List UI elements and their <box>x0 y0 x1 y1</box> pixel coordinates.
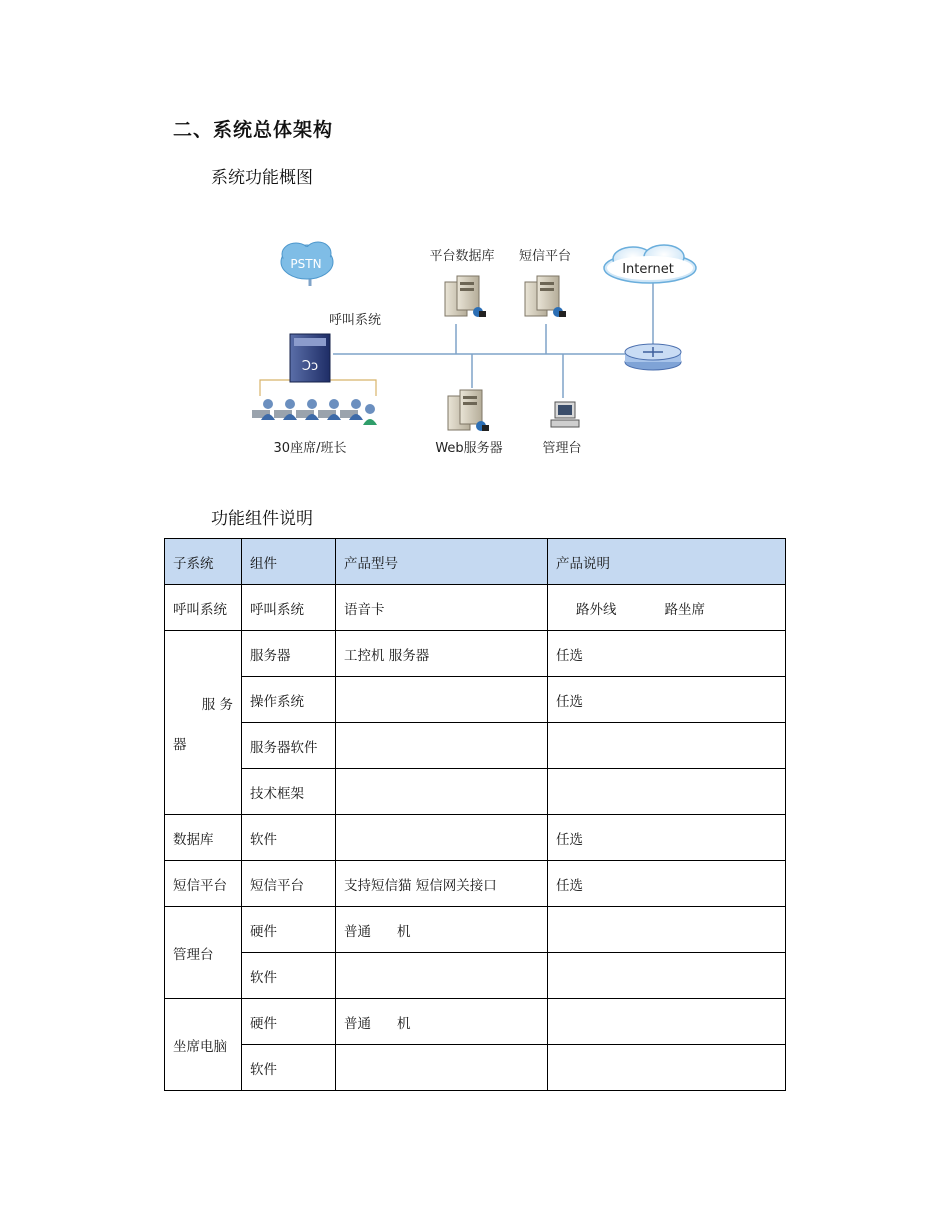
cell-component: 操作系统 <box>242 677 336 723</box>
cell-subsystem: 呼叫系统 <box>165 585 242 631</box>
cell-model: 语音卡 <box>336 585 548 631</box>
table-row <box>165 585 786 631</box>
sms-server-icon <box>525 276 566 317</box>
svg-text:Ͻↄ: Ͻↄ <box>301 359 319 374</box>
model-part1: 普通 <box>344 1015 371 1032</box>
table-row <box>165 631 786 677</box>
cell-description <box>548 1045 786 1091</box>
pstn-label: PSTN <box>290 257 322 271</box>
cell-model <box>336 907 548 953</box>
internet-label: Internet <box>622 262 674 277</box>
cell-model <box>336 815 548 861</box>
cell-component: 软件 <box>242 953 336 999</box>
cell-model <box>336 677 548 723</box>
component-table <box>164 538 786 1091</box>
header-subsystem: 子系统 <box>165 539 242 585</box>
cell-subsystem: 坐席电脑 <box>165 999 242 1091</box>
cell-component: 硬件 <box>242 907 336 953</box>
cell-model <box>336 999 548 1045</box>
table-row <box>165 723 786 769</box>
desc-seats: 路坐席 <box>664 601 705 618</box>
platform-db-server-icon <box>445 276 486 317</box>
cell-component: 服务器 <box>242 631 336 677</box>
table-row <box>165 1045 786 1091</box>
cell-model <box>336 723 548 769</box>
cell-subsystem <box>165 631 242 815</box>
sms-platform-label: 短信平台 <box>518 249 572 264</box>
cell-description: 任选 <box>548 677 786 723</box>
cell-component: 服务器软件 <box>242 723 336 769</box>
cell-description: 任选 <box>548 861 786 907</box>
cell-description: 任选 <box>548 815 786 861</box>
cell-component: 软件 <box>242 1045 336 1091</box>
web-server-icon <box>448 390 489 431</box>
seats-agents-icon <box>252 399 377 425</box>
model-part2: 机 <box>397 923 411 940</box>
cell-component: 软件 <box>242 815 336 861</box>
cell-model <box>336 769 548 815</box>
subsystem-line2: 器 <box>173 736 187 753</box>
table-row <box>165 815 786 861</box>
header-description: 产品说明 <box>548 539 786 585</box>
seats-label: 30座席/班长 <box>273 441 347 456</box>
header-component: 组件 <box>242 539 336 585</box>
cell-model <box>336 953 548 999</box>
platform-db-label: 平台数据库 <box>429 249 495 264</box>
cell-component: 硬件 <box>242 999 336 1045</box>
cell-description <box>548 953 786 999</box>
cell-description <box>548 999 786 1045</box>
cell-model: 工控机 服务器 <box>336 631 548 677</box>
model-part2: 机 <box>397 1015 411 1032</box>
overview-title: 系统功能概图 <box>211 168 313 188</box>
section-title: 二、系统总体架构 <box>173 119 334 141</box>
table-row <box>165 907 786 953</box>
table-header-row <box>165 539 786 585</box>
cell-component: 呼叫系统 <box>242 585 336 631</box>
call-system-icon <box>290 334 330 382</box>
architecture-diagram <box>240 228 710 464</box>
subsystem-line1: 服 务 <box>201 696 233 713</box>
model-part1: 普通 <box>344 923 371 940</box>
console-pc-icon <box>551 402 579 427</box>
cell-component: 短信平台 <box>242 861 336 907</box>
cell-model <box>336 1045 548 1091</box>
cell-description <box>548 769 786 815</box>
web-server-label: Web服务器 <box>435 441 503 456</box>
cell-component: 技术框架 <box>242 769 336 815</box>
cell-subsystem: 短信平台 <box>165 861 242 907</box>
cell-subsystem: 数据库 <box>165 815 242 861</box>
console-label: 管理台 <box>542 441 582 456</box>
cell-subsystem: 管理台 <box>165 907 242 999</box>
table-row <box>165 769 786 815</box>
table-row <box>165 677 786 723</box>
cell-description <box>548 585 786 631</box>
header-model: 产品型号 <box>336 539 548 585</box>
desc-lines: 路外线 <box>576 601 617 618</box>
cell-description <box>548 723 786 769</box>
table-row <box>165 953 786 999</box>
router-icon <box>625 344 681 370</box>
call-system-label: 呼叫系统 <box>329 313 382 328</box>
table-row <box>165 861 786 907</box>
cell-description: 任选 <box>548 631 786 677</box>
table-title: 功能组件说明 <box>211 509 313 529</box>
table-row <box>165 999 786 1045</box>
cell-description <box>548 907 786 953</box>
cell-model: 支持短信猫 短信网关接口 <box>336 861 548 907</box>
